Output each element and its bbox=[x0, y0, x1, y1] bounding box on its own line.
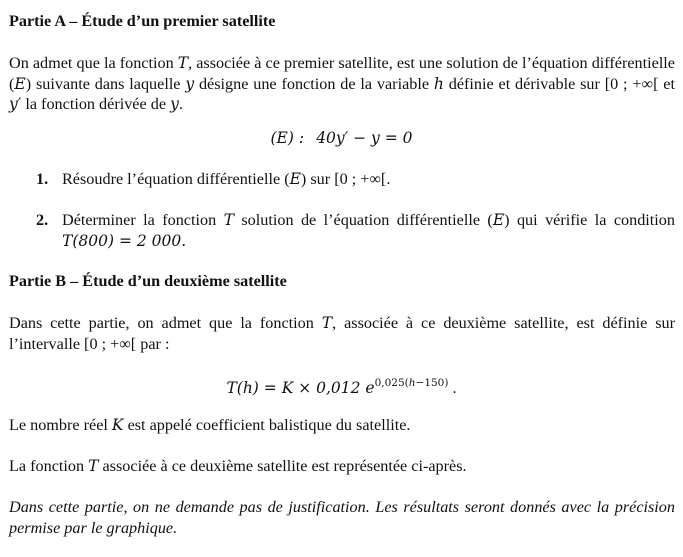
differential-equation bbox=[0, 128, 683, 149]
question-number: 1. bbox=[36, 170, 49, 188]
graph-reference-text: La fonction T associée à ce deuxième satellite est représentée ci-après. bbox=[9, 457, 467, 475]
equation-label: (E) : bbox=[270, 129, 305, 147]
equation-expression: 40y′ − y = 0 bbox=[316, 129, 413, 147]
part-a-intro: On admet que la fonction T, associée à ce premier satellite, est une solution de l’équation différentielle (E) suivante dans laquelle y désigne une fonction de la variable h définie et dérivable sur [0 ; +∞[ et y′ la fonction dérivée de y. bbox=[9, 54, 675, 113]
part-b-intro: Dans cette partie, on admet que la fonction T, associée à ce deuxième satellite, est définie sur l’intervalle [0 ; +∞[ par : bbox=[9, 314, 675, 353]
ballistic-coefficient-text: Le nombre réel K est appelé coefficient balistique du satellite. bbox=[9, 416, 411, 434]
function-formula: T(h) = K × 0,012 $e^{0,025(h-150)}$ . bbox=[226, 377, 457, 397]
part-a-title: Partie A – Étude d’un premier satellite bbox=[9, 12, 276, 30]
question-number: 2. bbox=[36, 211, 49, 229]
instruction-note: Dans cette partie, on ne demande pas de justification. Les résultats seront donnés avec la précision permise par le graphique. bbox=[9, 498, 675, 537]
part-b-title: Partie B – Étude d’un deuxième satellite bbox=[9, 272, 287, 290]
question-1: 1. Résoudre l’équation différentielle (E) sur [0 ; +∞[. bbox=[36, 170, 391, 188]
question-2: 2. Déterminer la fonction T solution de l’équation différentielle (E) qui vérifie la condition T(800) = 2 000. bbox=[36, 211, 675, 250]
